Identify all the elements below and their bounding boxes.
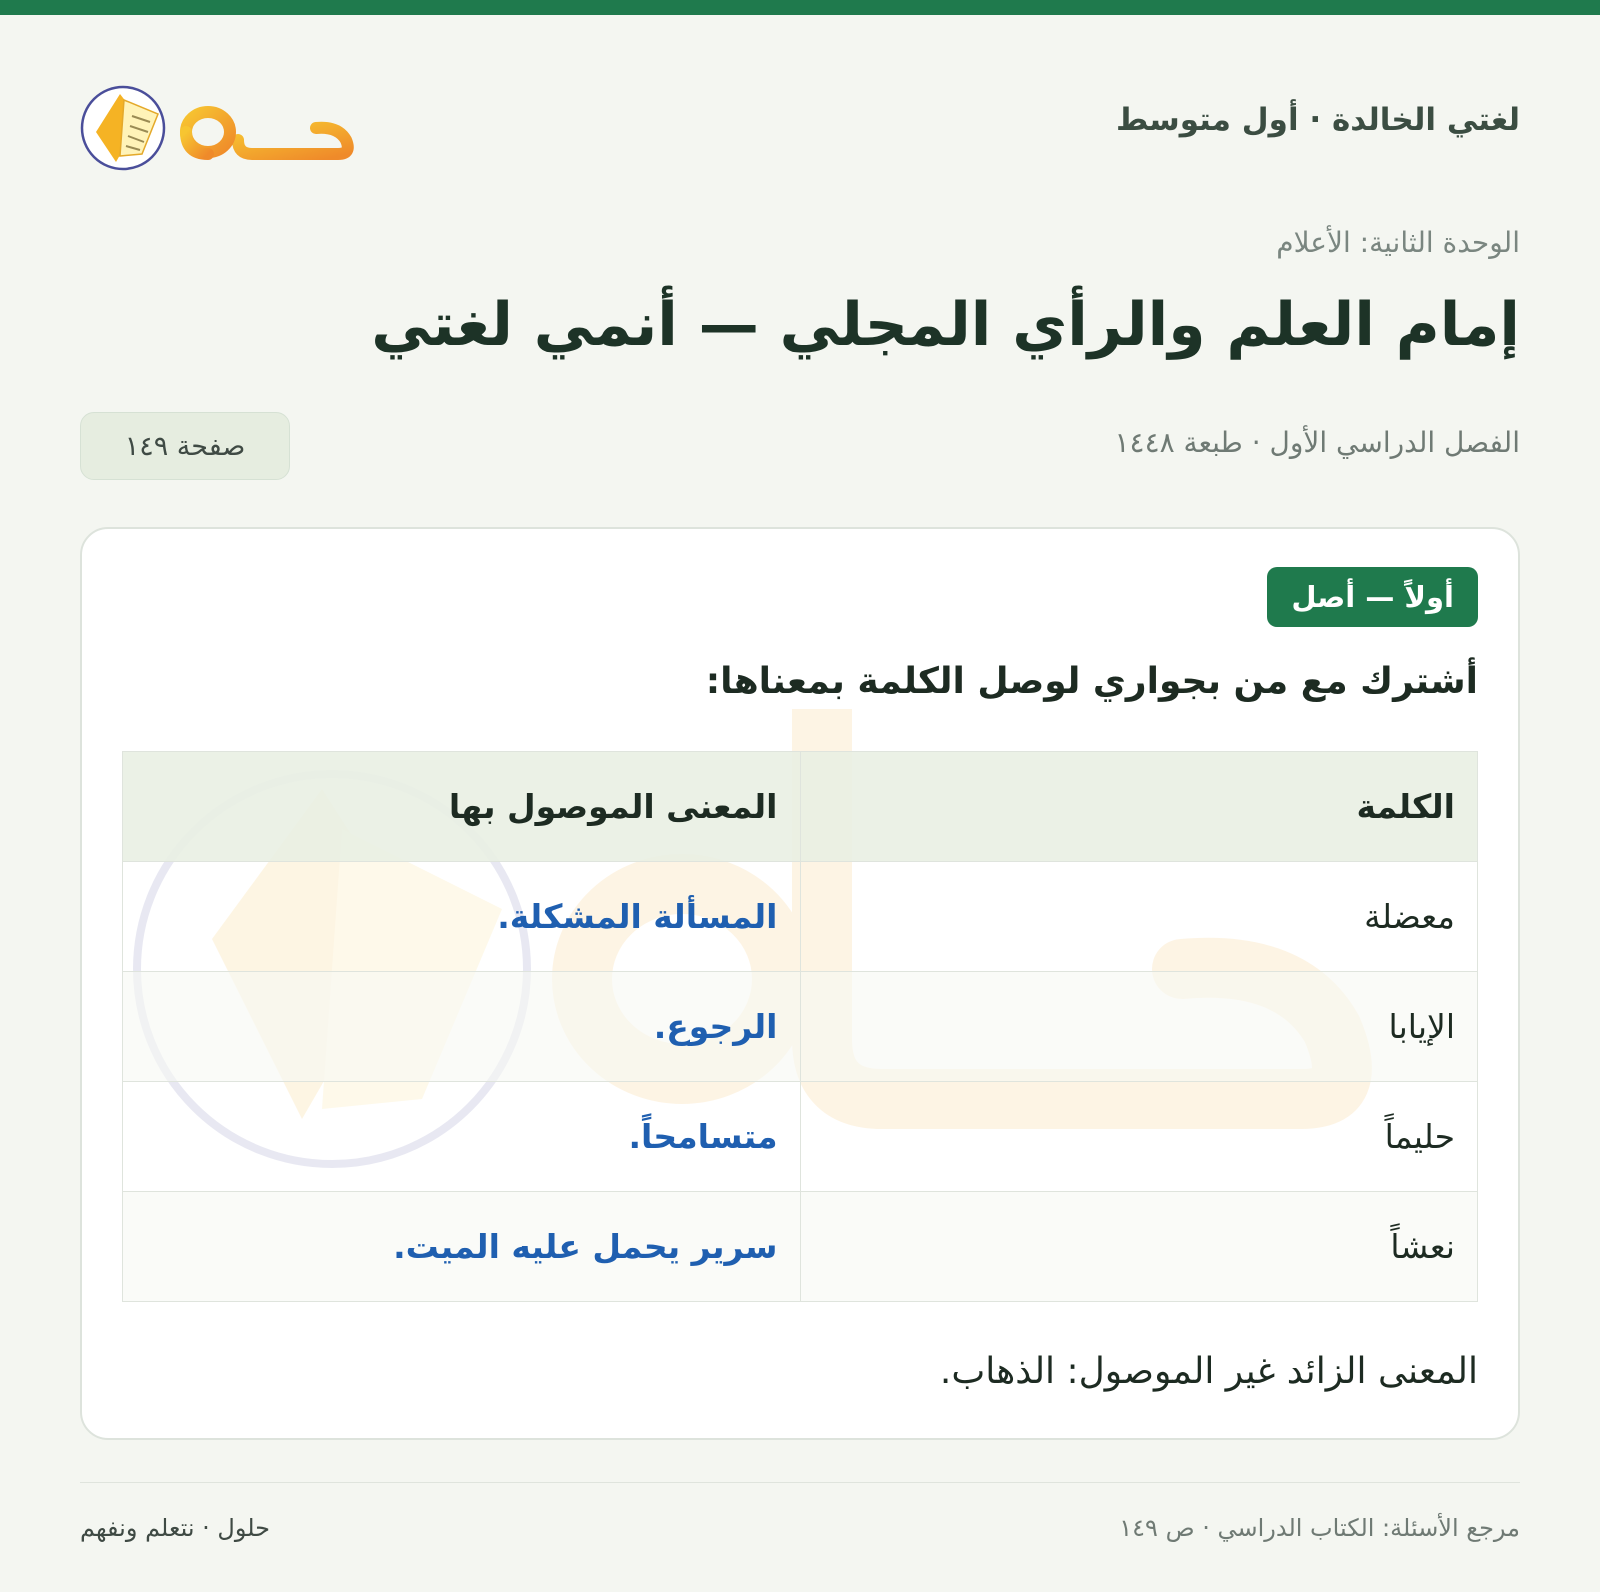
- footer-brand: حلول · نتعلم ونفهم: [80, 1514, 270, 1542]
- book-title: لغتي الخالدة · أول متوسط: [1116, 102, 1520, 138]
- unit-label: الوحدة الثانية: الأعلام: [1276, 226, 1520, 259]
- term-edition-label: الفصل الدراسي الأول · طبعة ١٤٤٨: [1114, 426, 1520, 459]
- word-cell: معضلة: [800, 862, 1478, 972]
- column-header-meaning: المعنى الموصول بها: [123, 752, 801, 862]
- word-cell: نعشاً: [800, 1192, 1478, 1302]
- table-row: [123, 1192, 1478, 1302]
- meaning-cell: متسامحاً.: [123, 1082, 801, 1192]
- word-cell: حليماً: [800, 1082, 1478, 1192]
- meaning-cell: سرير يحمل عليه الميت.: [123, 1192, 801, 1302]
- table-row: [123, 1082, 1478, 1192]
- meaning-cell: الرجوع.: [123, 972, 801, 1082]
- exercise-card: [80, 527, 1520, 1440]
- column-header-word: الكلمة: [800, 752, 1478, 862]
- hulul-logo[interactable]: [80, 70, 370, 180]
- footer-divider: [80, 1482, 1520, 1483]
- table-header-row: [123, 752, 1478, 862]
- table-row: [123, 972, 1478, 1082]
- exercise-instruction: أشترك مع من بجواري لوصل الكلمة بمعناها:: [705, 661, 1478, 702]
- meaning-cell: المسألة المشكلة.: [123, 862, 801, 972]
- top-accent-bar: [0, 0, 1600, 15]
- page-number-badge: صفحة ١٤٩: [80, 412, 290, 480]
- lesson-title: إمام العلم والرأي المجلي — أنمي لغتي: [371, 290, 1520, 360]
- page-header: [80, 70, 1520, 180]
- section-badge: أولاً — أصل: [1267, 567, 1478, 627]
- extra-meaning-note: المعنى الزائد غير الموصول: الذهاب.: [939, 1351, 1478, 1392]
- word-meaning-table: [122, 751, 1478, 1302]
- word-cell: الإيابا: [800, 972, 1478, 1082]
- questions-reference: مرجع الأسئلة: الكتاب الدراسي · ص ١٤٩: [1119, 1514, 1520, 1542]
- table-row: [123, 862, 1478, 972]
